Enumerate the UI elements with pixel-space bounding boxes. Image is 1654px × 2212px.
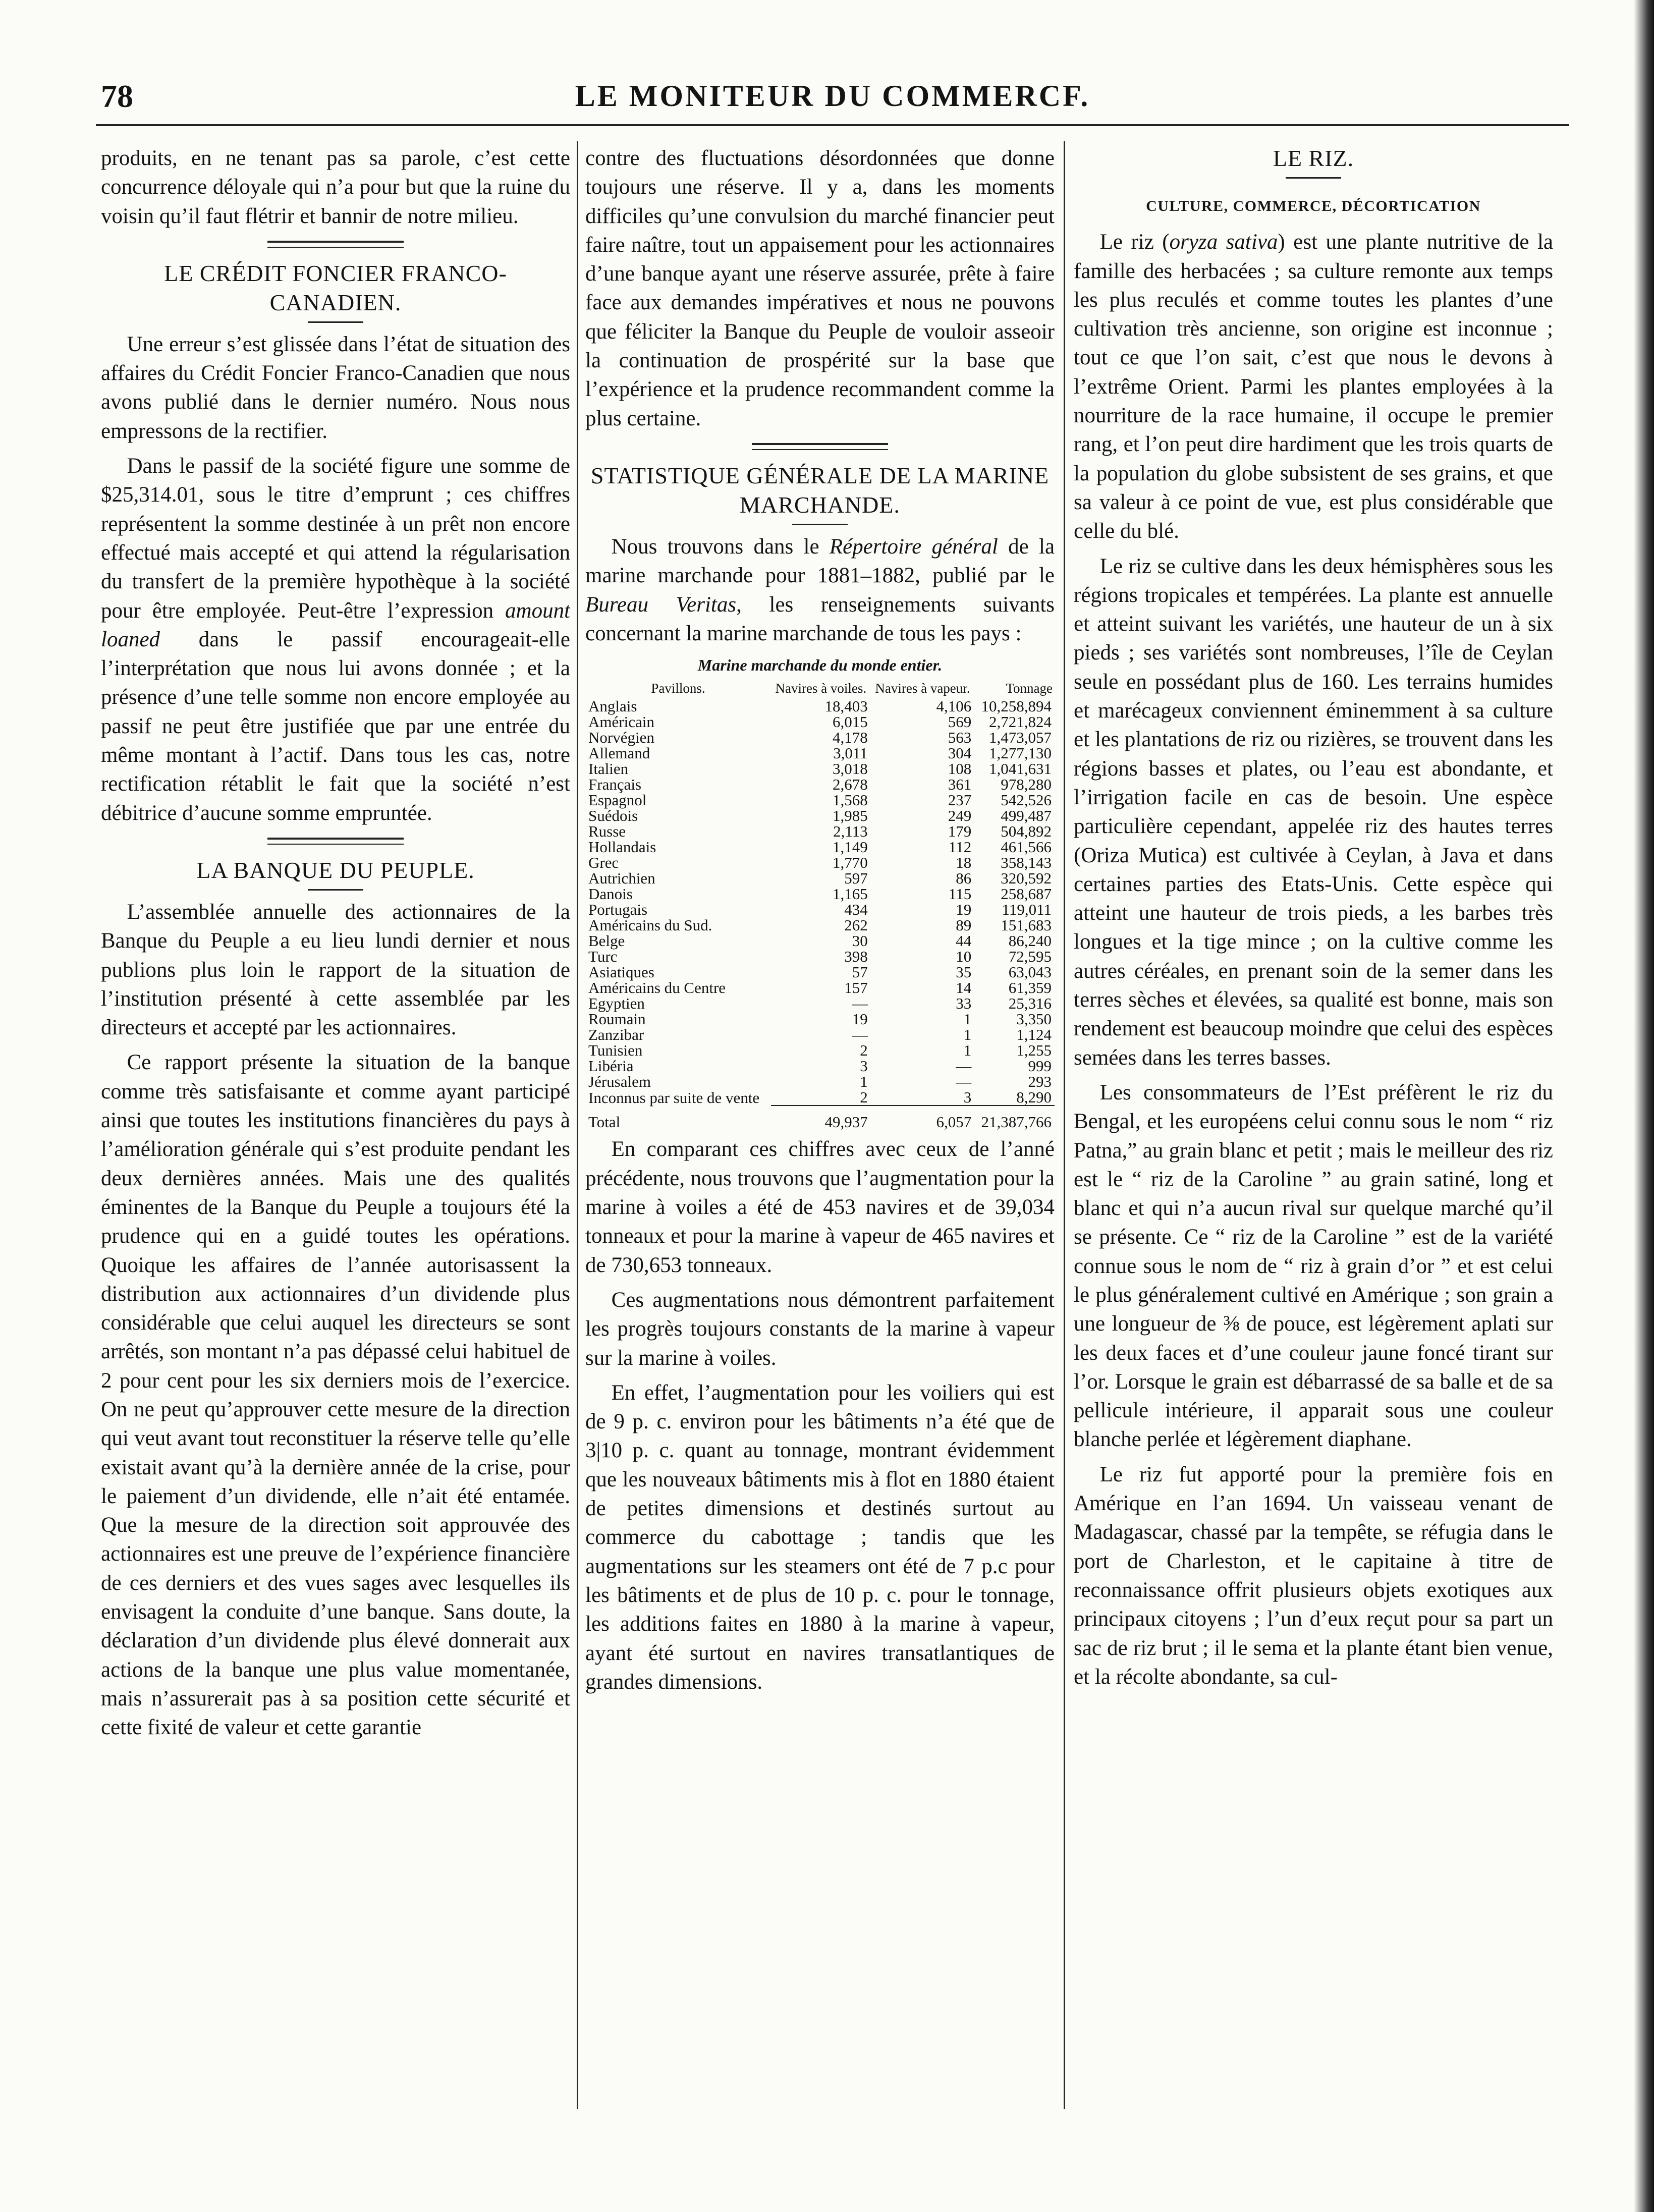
cell-voiles: 3 (860, 1057, 868, 1075)
intro-text-a: Nous trouvons dans le (611, 534, 819, 559)
cell-voiles: 30 (852, 932, 868, 950)
table-row (585, 870, 1055, 886)
cell-voiles: 1,149 (832, 838, 868, 856)
cell-voiles: 18,403 (824, 697, 868, 715)
page-number: 78 (101, 78, 133, 114)
cell-voiles: 2 (860, 1088, 868, 1107)
cell-pavillon: Hollandais (588, 838, 656, 856)
col-header-tonnage: Tonnage (1006, 681, 1053, 696)
progres-paragraph: Ces augmentations nous démontrent parfaitement les progrès toujours constants de la marine à vapeur sur la marine à voiles. (585, 1288, 1055, 1370)
table-row (585, 1027, 1055, 1042)
table-total-row (585, 1105, 1055, 1130)
cell-pavillon: Libéria (588, 1057, 634, 1075)
riz-paragraph-1 (1074, 228, 1553, 545)
table-row (585, 1042, 1055, 1058)
cell-pavillon: Zanzibar (588, 1026, 644, 1044)
table-row (585, 996, 1055, 1011)
heading-rule (792, 524, 848, 525)
cell-vapeur: — (956, 1073, 972, 1091)
column-2 (585, 144, 1055, 2107)
cell-voiles: — (852, 994, 868, 1013)
table-title: Marine marchande du monde entier. (697, 656, 943, 675)
table-row (585, 761, 1055, 777)
table-row (585, 886, 1055, 902)
table-header-row (585, 682, 1055, 698)
cell-vapeur: 18 (956, 854, 972, 872)
cell-vapeur: 35 (956, 963, 972, 981)
credit-foncier-heading: LE CRÉDIT FONCIER FRANCO-CANADIEN. (164, 260, 507, 315)
cell-vapeur: 10 (956, 948, 972, 966)
cell-vapeur: 14 (956, 979, 972, 997)
banque-heading: LA BANQUE DU PEUPLE. (196, 857, 475, 883)
banque-continuation: contre des fluctuations désordonnées que donne toujours une réserve. Il y a, dans les moments difficiles qu’une convulsion du marché financier peut faire naître, tout un appaisement pour les actionnaires d’une banque ayant une réserve assurée, prête à faire face aux demandes impératives et nous ne pouvons que féliciter la Banque du Peuple de vouloir asseoir la continuation de prospérité sur la base que l’expérience et la prudence recommandent comme la plus certaine. (585, 146, 1055, 430)
cell-vapeur: 4,106 (936, 697, 972, 715)
table-row (585, 855, 1055, 870)
cell-pavillon: Français (588, 776, 642, 794)
cell-tonnage: 25,316 (1008, 994, 1052, 1013)
cell-total-label: Total (588, 1113, 621, 1131)
riz-text-b: ) est une plante nutritive de la famille des herbacées ; sa culture remonte aux temps les plus reculés et comme toutes les plantes d’une cultivation très ancienne, son origine est inconnue ; tout ce que l’on sait, c’est que nous le devons à l’extrême Orient. Parmi les plantes employées à la nourriture de la race humaine, il occupe le premier rang, et l’on peut dire hardiment que les trois quarts de la population du globe subsistent de ses grains, et que sa valeur à ce point de vue, est plus considérable que celle du blé. (1074, 230, 1553, 543)
cell-tonnage: 999 (1028, 1057, 1052, 1075)
cell-vapeur: 19 (956, 901, 972, 919)
cell-total-voiles: 49,937 (771, 1105, 871, 1130)
cell-voiles: 157 (844, 979, 868, 997)
col-header-vapeur: Navires à vapeur. (875, 681, 970, 696)
table-row (585, 980, 1055, 996)
cell-tonnage: 10,258,894 (981, 697, 1052, 715)
cell-voiles: 434 (844, 901, 868, 919)
section-divider (267, 241, 404, 248)
cell-pavillon: Russe (588, 822, 626, 841)
column-3 (1074, 144, 1553, 2107)
cell-vapeur: 1 (963, 1026, 972, 1044)
riz-paragraph-4: Le riz fut apporté pour la première fois en Amérique en l’an 1694. Un vaisseau venant de Madagascar, chassé par la tempête, se réfugia dans le port de Charleston, et le capitaine à titre de reconnaissance offrit plusieurs objets exotiques aux principaux citoyens ; l’un d’eux reçut pour sa part un sac de riz brut ; il le sema et la plante étant bien venue, et la récolte abondante, sa cul- (1074, 1462, 1553, 1689)
cell-tonnage: 1,473,057 (989, 729, 1052, 747)
cell-vapeur: 304 (948, 744, 972, 762)
table-row (585, 1074, 1055, 1089)
cell-tonnage: 8,290 (1016, 1088, 1052, 1107)
cell-tonnage: 61,359 (1008, 979, 1052, 997)
cell-pavillon: Jérusalem (588, 1073, 651, 1091)
cell-vapeur: — (956, 1057, 972, 1075)
cell-tonnage: 1,041,631 (989, 760, 1052, 778)
table-row (585, 933, 1055, 949)
cell-pavillon: Américains du Sud. (588, 916, 712, 934)
statistique-intro (585, 532, 1055, 648)
cell-voiles: 6,015 (832, 713, 868, 731)
cell-tonnage: 1,124 (1016, 1026, 1052, 1044)
column-1 (101, 144, 570, 2107)
cell-vapeur: 1 (963, 1010, 972, 1028)
marine-table (585, 682, 1055, 1130)
cell-voiles: 262 (844, 916, 868, 934)
cell-pavillon: Autrichien (588, 869, 655, 888)
cell-voiles: 1,985 (832, 807, 868, 825)
cell-tonnage: 293 (1028, 1073, 1052, 1091)
cell-pavillon: Roumain (588, 1010, 646, 1028)
page-header (96, 76, 1569, 126)
cell-voiles: 4,178 (832, 729, 868, 747)
table-row (585, 1058, 1055, 1074)
cell-tonnage: 499,487 (1001, 807, 1052, 825)
credit-text-a: Dans le passif de la société figure une somme de $25,314.01, sous le titre d’emprunt ; ces chiffres représentent la somme destinée à un prêt non encore effectué mais accepté et qui attend la régularisation du transfert de la première hypothèque à la société pour être employée. Peut-être l’expression (101, 454, 570, 623)
cell-vapeur: 361 (948, 776, 972, 794)
intro-italic-1: Répertoire général (829, 534, 998, 559)
table-row (585, 714, 1055, 730)
section-divider (752, 443, 888, 450)
intro-text-c: , les renseignements suivants concernant la marine marchande de tous les pays : (585, 592, 1055, 645)
cell-tonnage: 86,240 (1008, 932, 1052, 950)
cell-vapeur: 563 (948, 729, 972, 747)
cell-tonnage: 119,011 (1002, 901, 1052, 919)
table-row (585, 1011, 1055, 1027)
cell-voiles: 3,018 (832, 760, 868, 778)
table-row (585, 964, 1055, 980)
cell-vapeur: 44 (956, 932, 972, 950)
cell-tonnage: 358,143 (1001, 854, 1052, 872)
credit-paragraph-1: Une erreur s’est glissée dans l’état de situation des affaires du Crédit Foncier Franco-Canadien que nous avons publié dans le dernier numéro. Nous nous empressons de la rectifier. (101, 332, 570, 443)
column-rule-1 (577, 141, 578, 2109)
cell-pavillon: Allemand (588, 744, 650, 762)
cell-tonnage: 1,277,130 (989, 744, 1052, 762)
compare-paragraph: En comparant ces chiffres avec ceux de l’anné précédente, nous trouvons que l’augmentation pour la marine à voiles a été de 453 navires et de 39,034 tonneaux et pour la marine à vapeur de 465 navires et de 730,653 tonneaux. (585, 1137, 1055, 1277)
cell-voiles: 2,113 (833, 822, 868, 841)
heading-rule (1286, 177, 1341, 179)
page-edge-shadow (1634, 0, 1654, 2212)
cell-vapeur: 108 (948, 760, 972, 778)
statistique-heading: STATISTIQUE GÉNÉRALE DE LA MARINE MARCHANDE. (590, 462, 1050, 518)
intro-paragraph: produits, en ne tenant pas sa parole, c’est cette concurrence déloyale qui n’a pour but que la ruine du voisin qu’il faut flétrir et bannir de notre milieu. (101, 146, 570, 228)
cell-pavillon: Grec (588, 854, 619, 872)
col-header-pavillons: Pavillons. (651, 681, 705, 696)
table-row (585, 745, 1055, 761)
cell-vapeur: 3 (963, 1088, 972, 1107)
riz-paragraph-3: Les consommateurs de l’Est préfèrent le riz du Bengal, et les européens celui connu sous le nom “ riz Patna,” au grain blanc et petit ; mais le meilleur des riz est le “ riz de la Caroline ” au grain satiné, long et blanc et qui n’a aucun rival sur quelque marché qu’il se présente. Ce “ riz de la Caroline ” est de la variété connue sous le nom de “ riz à grain d’or ” et est celui le plus généralement cultivé en Amérique ; son grain a une longueur de ⅜ de pouce, est légèrement aplati sur les deux faces et d’une couleur jaune foncé tirant sur l’or. Lorsque le grain est débarrassé de sa balle et de sa pellicule intérieure, il apparait sous une couleur blanche perlée et légèrement diaphane. (1074, 1080, 1553, 1452)
cell-voiles: 398 (844, 948, 868, 966)
cell-pavillon: Egyptien (588, 994, 645, 1013)
col-header-voiles: Navires à voiles. (775, 681, 867, 696)
intro-italic-2: Bureau Veritas (585, 592, 737, 617)
cell-vapeur: 179 (948, 822, 972, 841)
heading-rule (308, 889, 363, 891)
cell-voiles: 2,678 (832, 776, 868, 794)
cell-tonnage: 542,526 (1001, 791, 1052, 809)
riz-latin-name: oryza sativa (1169, 230, 1278, 254)
cell-voiles: — (852, 1026, 868, 1044)
cell-tonnage: 258,687 (1001, 885, 1052, 903)
cell-voiles: 19 (852, 1010, 868, 1028)
cell-pavillon: Italien (588, 760, 629, 778)
cell-vapeur: 112 (948, 838, 972, 856)
cell-pavillon: Belge (588, 932, 625, 950)
cell-total-vapeur: 6,057 (871, 1105, 975, 1130)
cell-voiles: 1,165 (832, 885, 868, 903)
cell-pavillon: Danois (588, 885, 633, 903)
cell-tonnage: 320,592 (1001, 869, 1052, 888)
cell-voiles: 3,011 (833, 744, 868, 762)
credit-italic-term: amount loaned (101, 598, 570, 651)
intro-text-b: de la marine marchande pour 1881–1882, publié par le (585, 534, 1055, 588)
credit-text-b: dans le passif encourageait-elle l’interprétation que nous lui avons donnée ; et la présence d’une telle somme non encore employée au passif ne peut être justifiée que par une entrée du même montant à l’actif. Dans tous les cas, notre rectification rétablit le fait que la société n’est débitrice d’aucune somme empruntée. (101, 627, 570, 825)
table-row (585, 839, 1055, 855)
table-row (585, 902, 1055, 917)
cell-pavillon: Américains du Centre (588, 979, 726, 997)
table-row (585, 823, 1055, 839)
cell-pavillon: Américain (588, 713, 654, 731)
cell-tonnage: 72,595 (1008, 948, 1052, 966)
cell-tonnage: 3,350 (1016, 1010, 1052, 1028)
cell-tonnage: 2,721,824 (989, 713, 1052, 731)
cell-vapeur: 115 (948, 885, 972, 903)
cell-pavillon: Asiatiques (588, 963, 654, 981)
banque-paragraph-1: L’assemblée annuelle des actionnaires de la Banque du Peuple a eu lieu lundi dernier et nous publions plus loin le rapport de la situation de l’institution présenté à cette assemblée par les directeurs et accepté par les actionnaires. (101, 900, 570, 1040)
cell-tonnage: 151,683 (1001, 916, 1052, 934)
effet-paragraph: En effet, l’augmentation pour les voiliers qui est de 9 p. c. environ pour les bâtiments n’a été que de 3|10 p. c. quant au tonnage, montrant évidemment que les nouveaux bâtiments mis à flot en 1880 étaient de petites dimensions et destinés surtout au commerce du cabottage ; tandis que les augmentations sur les steamers ont été de 7 p.c pour les bâtiments et de plus de 10 p. c. pour le tonnage, les additions faites en 1880 à la marine à vapeur, ayant été surtout en navires transatlantiques de grandes dimensions. (585, 1380, 1055, 1694)
credit-paragraph-2 (101, 452, 570, 827)
cell-pavillon: Turc (588, 948, 618, 966)
running-title: LE MONITEUR DU COMMERCF. (575, 79, 1090, 113)
cell-tonnage: 978,280 (1001, 776, 1052, 794)
cell-vapeur: 569 (948, 713, 972, 731)
heading-rule (308, 321, 363, 323)
cell-tonnage: 1,255 (1016, 1041, 1052, 1060)
table-row (585, 792, 1055, 808)
table-row (585, 808, 1055, 823)
cell-pavillon: Inconnus par suite de vente (588, 1088, 760, 1107)
cell-vapeur: 1 (963, 1041, 972, 1060)
table-body (585, 698, 1055, 1130)
cell-voiles: 1,568 (832, 791, 868, 809)
section-divider (267, 838, 404, 845)
cell-total-tonnage: 21,387,766 (974, 1105, 1055, 1130)
cell-voiles: 1,770 (832, 854, 868, 872)
column-rule-2 (1064, 141, 1065, 2109)
cell-vapeur: 89 (956, 916, 972, 934)
table-row (585, 730, 1055, 745)
cell-pavillon: Anglais (588, 697, 637, 715)
table-row (585, 777, 1055, 792)
cell-tonnage: 461,566 (1001, 838, 1052, 856)
banque-paragraph-2: Ce rapport présente la situation de la banque comme très satisfaisante et comme ayant participé ainsi que toutes les institutions financières du pays à l’amélioration générale qui s’est produite pendant les deux dernières années. Mais une des qualités éminentes de la Banque du Peuple a toujours été la prudence qui en a guidé toutes les opérations. Quoique les affaires de l’année autorisassent la distribution aux actionnaires d’un dividende plus considérable que celui auquel les directeurs se sont arrêtés, son montant n’a pas dépassé celui habituel de 2 pour cent pour les six derniers mois de l’exercice. On ne peut qu’approuver cette mesure de la direction qui veut avant tout reconstituer la réserve telle qu’elle existait avant qu’à la dernière année de la crise, pour le paiement d’un dividende, elle n’ait été entamée. Que la mesure de la direction soit approuvée des actionnaires est une preuve de l’expérience financière de ces derniers et des vues sages avec lesquelles ils envisagent la conduite d’une banque. Sans doute, la déclaration d’un dividende plus élevé donnerait aux actions de la banque une plus value momentanée, mais n’assurerait pas à sa position cette sécurité et cette fixité de valeur et cette garantie (101, 1050, 570, 1740)
cell-vapeur: 33 (956, 994, 972, 1013)
cell-vapeur: 249 (948, 807, 972, 825)
table-row (585, 698, 1055, 714)
cell-tonnage: 504,892 (1001, 822, 1052, 841)
cell-tonnage: 63,043 (1008, 963, 1052, 981)
table-row (585, 1089, 1055, 1105)
riz-subheading: CULTURE, COMMERCE, DÉCORTICATION (1146, 198, 1481, 214)
riz-heading: LE RIZ. (1273, 145, 1354, 171)
table-row (585, 917, 1055, 933)
cell-pavillon: Suédois (588, 807, 638, 825)
riz-text-a: Le riz ( (1099, 230, 1170, 254)
cell-voiles: 597 (844, 869, 868, 888)
cell-vapeur: 237 (948, 791, 972, 809)
cell-voiles: 2 (860, 1041, 868, 1060)
cell-vapeur: 86 (956, 869, 972, 888)
cell-pavillon: Norvégien (588, 729, 654, 747)
table-row (585, 949, 1055, 964)
cell-voiles: 57 (852, 963, 868, 981)
cell-pavillon: Espagnol (588, 791, 647, 809)
cell-voiles: 1 (860, 1073, 868, 1091)
cell-pavillon: Portugais (588, 901, 648, 919)
cell-pavillon: Tunisien (588, 1041, 643, 1060)
riz-paragraph-2: Le riz se cultive dans les deux hémisphères sous les régions tropicales et tempérées. La plante est annuelle et atteint suivant les variétés, une hauteur de un à six pieds ; ses variétés sont nombreuses, l’île de Ceylan seule en possédant plus de 160. Les terrains humides et marécageux conviennent éminemment à sa culture et les plantations de riz ou rizières, se trouvent dans les régions basses et plates, ou l’eau est abondante, et l’irrigation facile en cas de besoin. Une espèce particulière cependant, appelée riz des hautes terres (Oriza Mutica) est cultivée à Ceylan, à Java et dans certaines parties des Etats-Unis. Cette espèce qui atteint une hauteur de trois pieds, a les barbes très longues et la tige mince ; on la cultive comme les autres céréales, en prenant soin de la semer dans les terres sèches et élevées, sa qualité est bonne, mais son rendement est beaucoup moindre que celui des espèces semées dans les terres basses. (1074, 554, 1553, 1070)
